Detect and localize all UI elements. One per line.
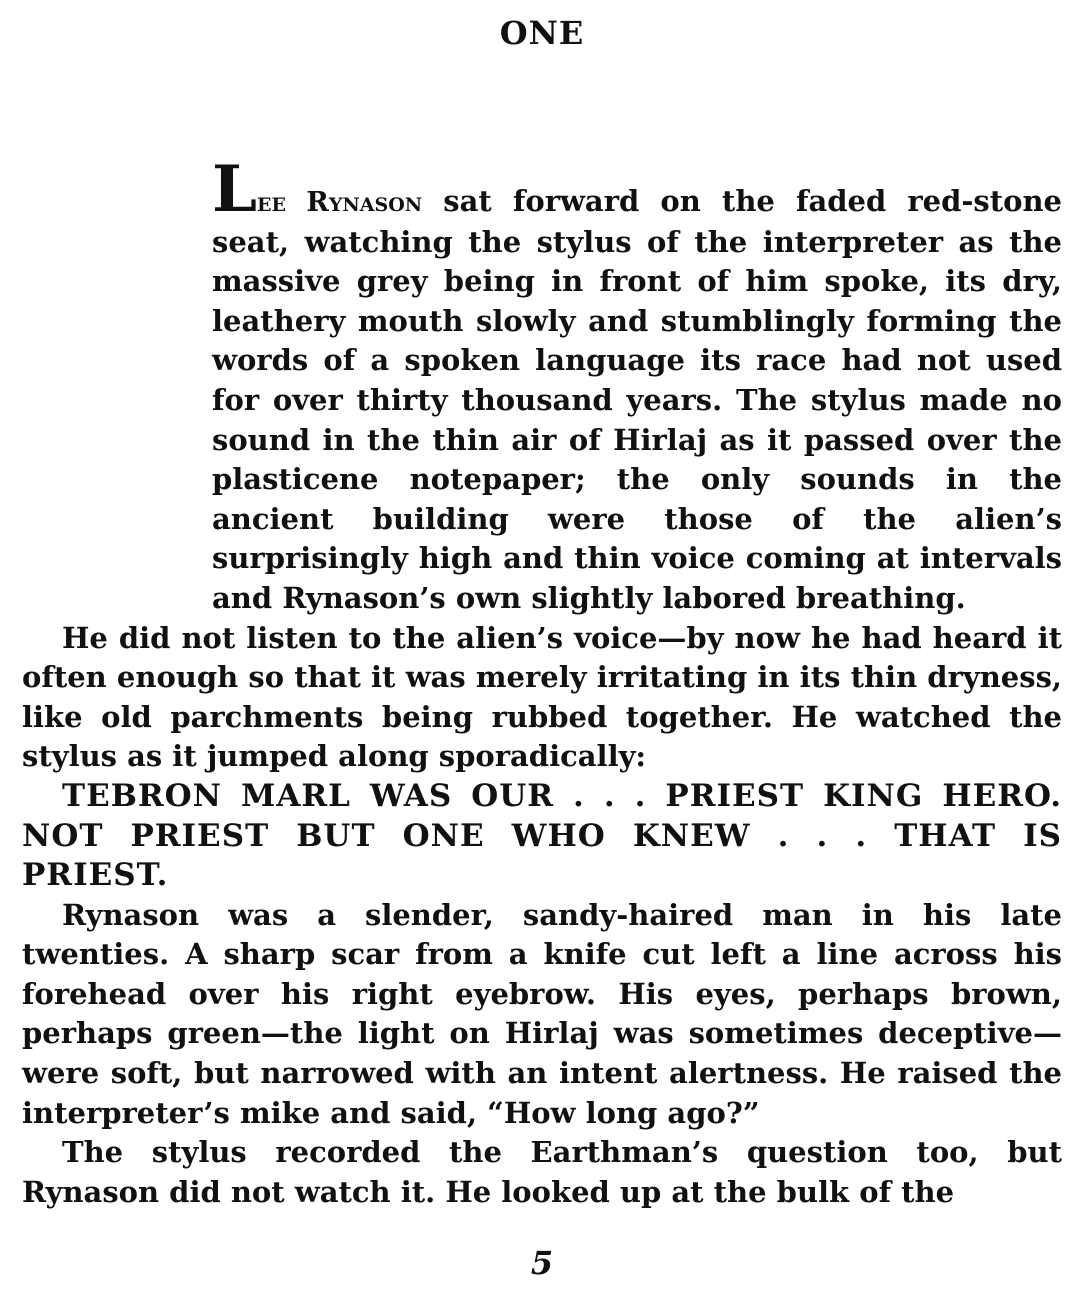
- interpreter-output: TEBRON MARL WAS OUR . . . PRIEST KING HERO. NOT PRIEST BUT ONE WHO KNEW . . . THAT IS PRIEST.: [22, 777, 1062, 894]
- paragraph-5: The stylus recorded the Earthman’s question too, but Rynason did not watch it. He looked up at the bulk of the: [22, 1135, 1062, 1209]
- paragraph-2: He did not listen to the alien’s voice—by now he had heard it often enough so that it was merely irritating in its thin dryness, like old parchments being rubbed together. He watched the stylus as it jumped along sporadically:: [22, 620, 1062, 774]
- opening-small-caps: ee Rynason: [257, 187, 423, 218]
- page-number: 5: [530, 1244, 554, 1282]
- body-text: [22, 152, 1062, 1212]
- opening-paragraph: [22, 152, 1062, 619]
- chapter-title: ONE: [499, 14, 585, 52]
- drop-cap: L: [212, 152, 257, 227]
- paragraph-4: Rynason was a slender, sandy-haired man in his late twenties. A sharp scar from a knife cut left a line across his forehead over his right eyebrow. His eyes, perhaps brown, perhaps green—the light on Hirlaj was sometimes deceptive—were soft, but narrowed with an intent alertness. He raised the interpreter’s mike and said, “How long ago?”: [22, 897, 1062, 1130]
- opening-text: sat forward on the faded red-stone seat, watching the stylus of the interpreter as the massive grey being in front of him spoke, its dry, leathery mouth slowly and stumblingly forming the words of a spoken language its race had not used for over thirty thousand years. The stylus made no sound in the thin air of Hirlaj as it passed over the plasticene notepaper; the only sounds in the ancient building were those of the alien’s surprisingly high and thin voice coming at intervals and Rynason’s own slightly labored breathing.: [212, 184, 1062, 615]
